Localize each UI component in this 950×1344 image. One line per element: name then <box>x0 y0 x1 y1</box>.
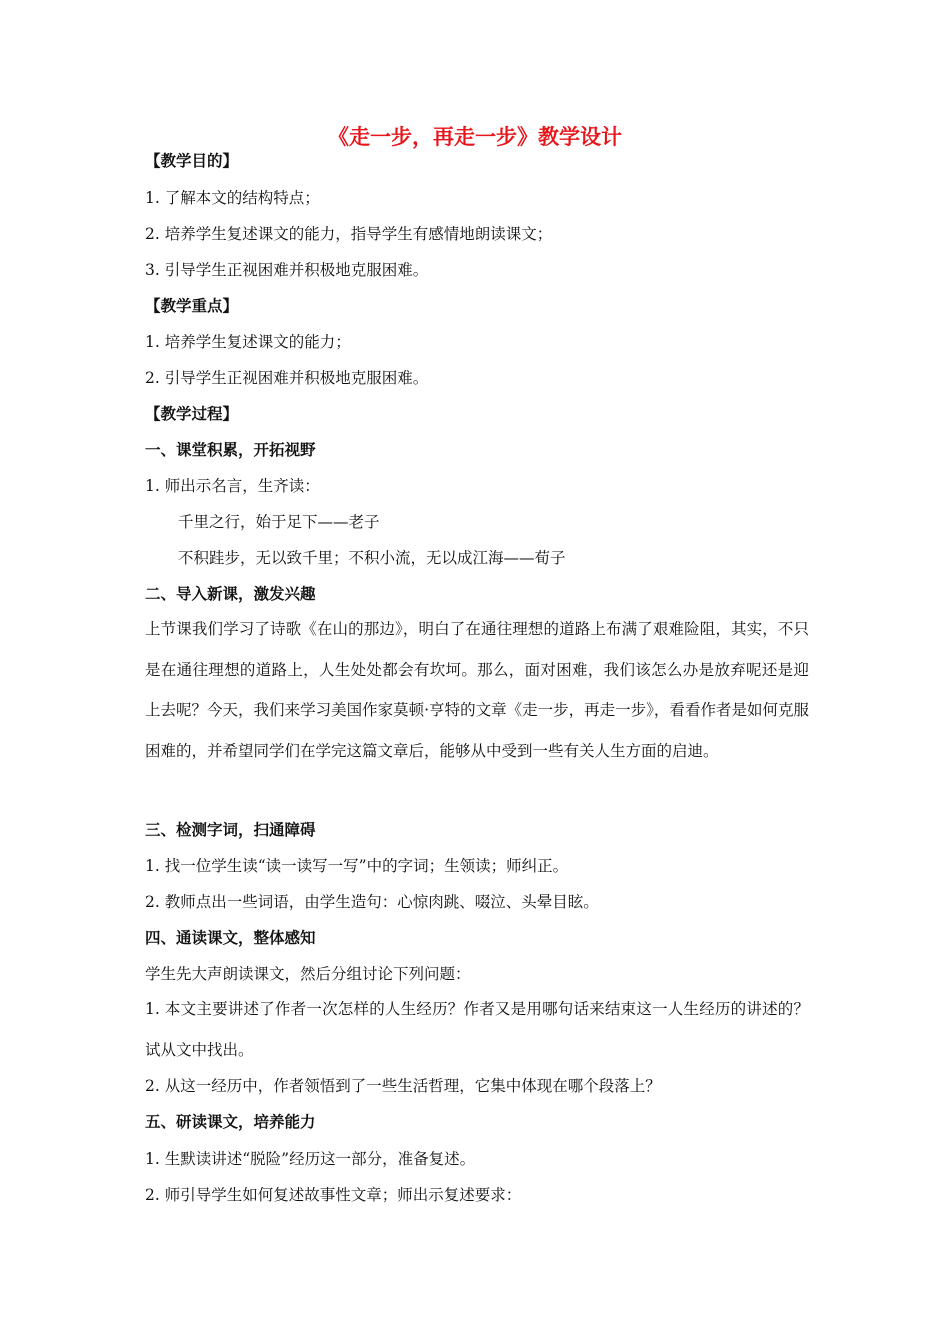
part4-item: 1. 本文主要讲述了作者一次怎样的人生经历？作者又是用哪句话来结束这一人生经历的讲述的？试从文中找出。 <box>145 1000 809 1059</box>
objectives-heading: 【教学目的】 <box>145 151 239 170</box>
process-heading: 【教学过程】 <box>145 404 239 423</box>
part3-heading: 三、检测字词，扫通障碍 <box>145 820 316 839</box>
part1-heading: 一、课堂积累，开拓视野 <box>145 440 316 459</box>
part5-heading: 五、研读课文，培养能力 <box>145 1112 316 1131</box>
objective-item: 1. 了解本文的结构特点； <box>145 189 320 207</box>
focus-heading: 【教学重点】 <box>145 296 239 315</box>
objective-item: 2. 培养学生复述课文的能力，指导学生有感情地朗读课文； <box>145 225 553 243</box>
part5-item: 1. 生默读讲述“脱险”经历这一部分，准备复述。 <box>145 1150 476 1168</box>
part2-paragraph: 上节课我们学习了诗歌《在山的那边》，明白了在通往理想的道路上布满了艰难险阻，其实，不只是在通往理想的道路上，人生处处都会有坎坷。那么，面对困难，我们该怎么办是放弃呢还是迎上去呢？今天，我们来学习美国作家莫顿·亨特的文章《走一步，再走一步》，看看作者是如何克服困难的，并希望同学们在学完这篇文章后，能够从中受到一些有关人生方面的启迪。 <box>145 620 809 760</box>
part4-intro: 学生先大声朗读课文，然后分组讨论下列问题： <box>145 965 471 983</box>
document-title: 《走一步，再走一步》教学设计 <box>328 124 622 149</box>
part4-item: 2. 从这一经历中，作者领悟到了一些生活哲理，它集中体现在哪个段落上？ <box>145 1077 661 1095</box>
part1-item: 1. 师出示名言，生齐读： <box>145 477 320 495</box>
quote-xunzi: 不积跬步，无以致千里；不积小流，无以成江海——荀子 <box>178 549 566 567</box>
part4-heading: 四、通读课文，整体感知 <box>145 928 316 947</box>
part5-item: 2. 师引导学生如何复述故事性文章；师出示复述要求： <box>145 1186 522 1204</box>
part2-heading: 二、导入新课，激发兴趣 <box>145 584 316 603</box>
focus-item: 1. 培养学生复述课文的能力； <box>145 333 351 351</box>
objective-item: 3. 引导学生正视困难并积极地克服困难。 <box>145 261 429 279</box>
part3-item: 2. 教师点出一些词语，由学生造句：心惊肉跳、啜泣、头晕目眩。 <box>145 893 599 911</box>
focus-item: 2. 引导学生正视困难并积极地克服困难。 <box>145 369 429 387</box>
part3-item: 1. 找一位学生读“读一读写一写”中的字词；生领读；师纠正。 <box>145 857 569 875</box>
quote-laozi: 千里之行，始于足下——老子 <box>178 513 380 531</box>
